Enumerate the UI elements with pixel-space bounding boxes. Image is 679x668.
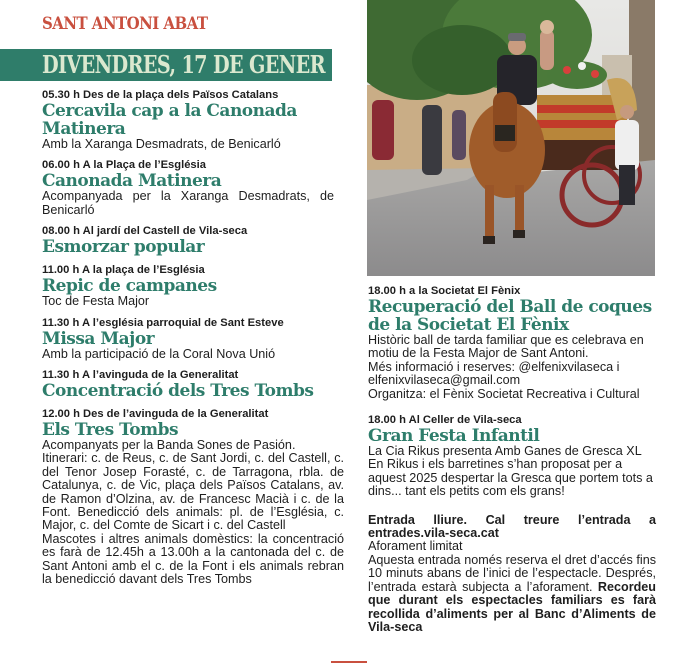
event-description-line: Amb la Xaranga Desmadrats, de Benicarló xyxy=(42,137,281,151)
event-description-line: La Cia Rikus presenta Amb Ganes de Gresca XL xyxy=(368,444,642,459)
event-time-location: 11.00 h A la plaça de l’Església xyxy=(42,264,205,277)
day-banner-text: DIVENDRES, 17 DE GENER xyxy=(42,50,325,79)
left-column-schedule xyxy=(42,89,344,595)
event-description xyxy=(42,138,344,151)
ticket-info xyxy=(368,514,656,635)
ticket-capacity: Aforament limitat xyxy=(368,539,463,554)
event-time-location: 18.00 h a la Societat El Fènix xyxy=(368,285,521,297)
event-contact-info: Més informació i reserves: @elfenixvilaseca i elfenixvilaseca@gmail.com xyxy=(368,359,620,388)
event-item xyxy=(42,225,344,256)
photo-illustration xyxy=(367,0,655,276)
event-description-line: Amb la participació de la Coral Nova Unió xyxy=(42,346,276,361)
event-itinerary: Itinerari: c. de Reus, c. de Sant Jordi, c. del Castell, c. del Tenor Josep Forasté, c. de Tarragona, rbla. de Catalunya, c. de Vic, plaça dels Països Catalans, av. de Ramon d’Olzina, av. de Francesc Macià i c. de la Font. Benedicció dels animals: pl. de l’Església, c. Major, c. del Comte de Sicart i c. del Castell xyxy=(42,451,344,533)
event-organizer: Organitza: el Fènix Societat Recreativa i Cultural xyxy=(368,386,640,401)
event-item xyxy=(42,159,344,217)
event-title: Els Tres Tombs xyxy=(42,420,179,441)
ticket-note xyxy=(368,554,656,634)
event-title: Gran Festa Infantil xyxy=(368,426,540,447)
event-description xyxy=(42,295,344,308)
event-title: Esmorzar popular xyxy=(42,237,205,258)
event-title: Canonada Matinera xyxy=(42,171,222,192)
event-title: Repic de campanes xyxy=(42,276,217,297)
event-item xyxy=(42,89,344,151)
event-item xyxy=(42,264,344,308)
event-time-location: 18.00 h Al Celler de Vila-seca xyxy=(368,414,522,427)
event-title: Concentració dels Tres Tombs xyxy=(42,381,314,402)
event-item xyxy=(42,317,344,361)
divider-rule xyxy=(331,661,367,663)
event-item xyxy=(42,369,344,400)
event-time-location: 06.00 h A la Plaça de l’Església xyxy=(42,159,206,172)
event-title: Recuperació del Ball de coques de la Societat El Fènix xyxy=(368,297,652,335)
event-time-location: 11.30 h A l’avinguda de la Generalitat xyxy=(42,369,239,382)
event-pets-note: Mascotes i altres animals domèstics: la concentració es farà de 12.45h a 13.00h a la cantonada del c. de Sant Antoni amb el c. de la Font i els animals rebran la benedicció davant dels Tres Tombs xyxy=(42,531,344,587)
event-description-line: En Rikus i els barretines s’han proposat per a aquest 2025 despertar la Gresca que portem tots a dins... tant els petits com els grans! xyxy=(368,457,653,499)
right-column-schedule xyxy=(368,285,656,634)
event-title: Cercavila cap a la Canonada Matinera xyxy=(42,101,297,139)
event-title: Missa Major xyxy=(42,328,155,349)
event-time-location: 08.00 h Al jardí del Castell de Vila-seca xyxy=(42,225,248,238)
event-time-location: 11.30 h A l’església parroquial de Sant Esteve xyxy=(42,316,284,329)
tres-tombs-photo xyxy=(367,0,655,276)
page-title: SANT ANTONI ABAT xyxy=(42,14,208,34)
event-description-line: Acompanyats per la Banda Sones de Pasión. xyxy=(42,438,296,453)
event-time-location: 12.00 h Des de l’avinguda de la Generalitat xyxy=(42,408,269,421)
event-description-line: Toc de Festa Major xyxy=(42,294,150,309)
event-description-line: Acompanyada per la Xaranga Desmadrats, de Benicarló xyxy=(42,189,334,217)
event-time-location: 05.30 h Des de la plaça dels Països Catalans xyxy=(42,89,279,101)
ticket-note-regular: Aquesta entrada només reserva el dret d’accés fins 10 minuts abans de l’inici de l’espectacle. Després, l’entrada estarà subjecta a l’aforament. xyxy=(368,552,656,594)
event-item xyxy=(368,414,656,499)
event-description xyxy=(368,334,656,401)
ticket-entry-info: Entrada lliure. Cal treure l’entrada a entrades.vila-seca.cat xyxy=(368,512,656,541)
event-description xyxy=(42,348,344,361)
day-banner xyxy=(0,49,332,81)
event-description xyxy=(42,439,344,586)
event-item xyxy=(42,408,344,586)
event-description-line: Històric ball de tarda familiar que es celebrava en motiu de la Festa Major de Sant Antoni. xyxy=(368,333,644,361)
event-description xyxy=(42,190,344,217)
food-drive-note: Recordeu que durant els espectacles familiars es farà recollida d’aliments per al Banc d’Aliments de Vila-seca xyxy=(368,579,656,634)
event-description xyxy=(368,445,656,499)
event-item xyxy=(368,285,656,401)
